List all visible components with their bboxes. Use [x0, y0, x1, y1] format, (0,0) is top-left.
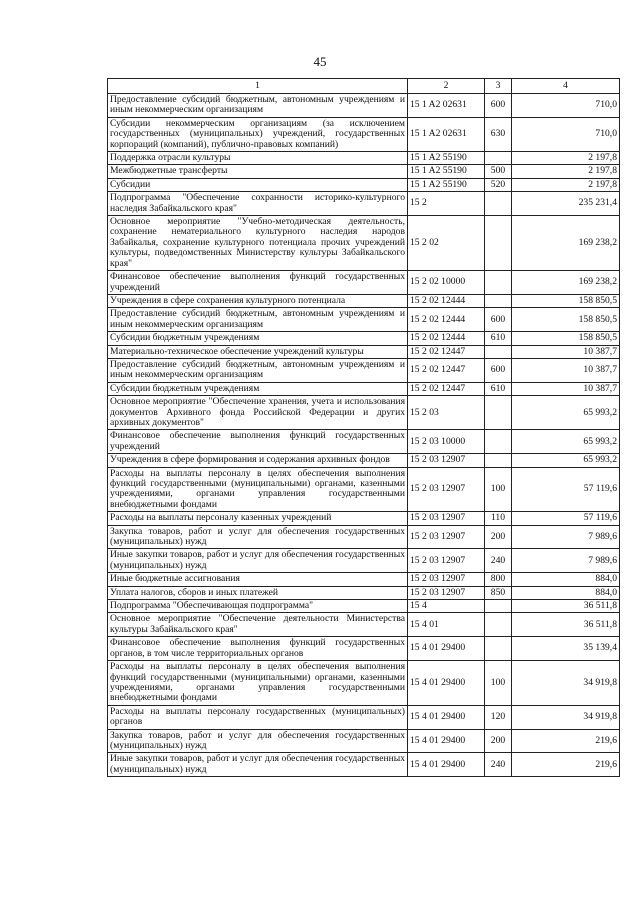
row-expense-type: 100: [485, 661, 512, 706]
table-row: [108, 525, 620, 549]
row-expense-type: [485, 454, 512, 467]
row-code: 15 2 03 10000: [408, 430, 485, 454]
row-name: Субсидии бюджетным учреждениям: [108, 382, 408, 395]
row-expense-type: 610: [485, 332, 512, 345]
row-name: Закупка товаров, работ и услуг для обеспечения государственных (муниципальных) нужд: [108, 729, 408, 753]
table-row: [108, 192, 620, 216]
table-row: [108, 165, 620, 178]
table-row: [108, 586, 620, 599]
table-row: [108, 396, 620, 430]
row-code: 15 1 A2 55190: [408, 178, 485, 191]
table-row: [108, 637, 620, 661]
row-amount: 57 119,6: [512, 467, 620, 512]
row-expense-type: [485, 600, 512, 613]
table-row: [108, 345, 620, 358]
row-name: Предоставление субсидий бюджетным, автономным учреждениям и иным некоммерческим организациям: [108, 358, 408, 382]
row-name: Предоставление субсидий бюджетным, автономным учреждениям и иным некоммерческим организациям: [108, 308, 408, 332]
row-expense-type: [485, 613, 512, 637]
row-expense-type: 100: [485, 467, 512, 512]
row-expense-type: 800: [485, 573, 512, 586]
row-code: 15 4 01 29400: [408, 729, 485, 753]
row-name: Основное мероприятие "Обеспечение хранения, учета и использования документов Архивного фонда Российской Федерации и других архивных документов": [108, 396, 408, 430]
row-code: 15 2: [408, 192, 485, 216]
row-expense-type: [485, 294, 512, 307]
row-name: Материально-техническое обеспечение учреждений культуры: [108, 345, 408, 358]
row-expense-type: 630: [485, 117, 512, 151]
table-row: [108, 216, 620, 271]
row-amount: 7 989,6: [512, 549, 620, 573]
row-amount: 219,6: [512, 753, 620, 777]
table-row: [108, 332, 620, 345]
row-expense-type: [485, 216, 512, 271]
header-row: [108, 79, 620, 94]
row-amount: 2 197,8: [512, 165, 620, 178]
row-code: 15 2 02 12444: [408, 294, 485, 307]
row-amount: 65 993,2: [512, 396, 620, 430]
table-row: [108, 753, 620, 777]
row-amount: 169 238,2: [512, 271, 620, 295]
row-name: Расходы на выплаты персоналу государственных (муниципальных) органов: [108, 705, 408, 729]
row-name: Учреждения в сфере формирования и содержания архивных фондов: [108, 454, 408, 467]
header-col-2: 2: [408, 79, 485, 94]
row-amount: 2 197,8: [512, 178, 620, 191]
row-code: 15 2 03 12907: [408, 549, 485, 573]
row-code: 15 2 02 12444: [408, 332, 485, 345]
row-name: Иные закупки товаров, работ и услуг для обеспечения государственных (муниципальных) нужд: [108, 549, 408, 573]
row-amount: 36 511,8: [512, 600, 620, 613]
row-code: 15 4 01 29400: [408, 637, 485, 661]
row-expense-type: 120: [485, 705, 512, 729]
table-row: [108, 454, 620, 467]
row-name: Закупка товаров, работ и услуг для обеспечения государственных (муниципальных) нужд: [108, 525, 408, 549]
table-row: [108, 178, 620, 191]
table-row: [108, 613, 620, 637]
row-name: Расходы на выплаты персоналу казенных учреждений: [108, 512, 408, 525]
table-row: [108, 117, 620, 151]
row-code: 15 2 03 12907: [408, 454, 485, 467]
row-name: Межбюджетные трансферты: [108, 165, 408, 178]
row-code: 15 2 03 12907: [408, 467, 485, 512]
table-row: [108, 661, 620, 706]
table-row: [108, 600, 620, 613]
row-name: Субсидии некоммерческим организациям (за исключением государственных (муниципальных) учреждений, государственных корпораций (компаний), публично-правовых компаний): [108, 117, 408, 151]
row-expense-type: 520: [485, 178, 512, 191]
row-amount: 884,0: [512, 586, 620, 599]
row-expense-type: 240: [485, 753, 512, 777]
row-expense-type: [485, 430, 512, 454]
row-code: 15 2 02: [408, 216, 485, 271]
row-amount: 169 238,2: [512, 216, 620, 271]
table-row: [108, 271, 620, 295]
row-amount: 10 387,7: [512, 358, 620, 382]
row-amount: 34 919,8: [512, 705, 620, 729]
row-code: 15 2 03 12907: [408, 525, 485, 549]
row-code: 15 4 01 29400: [408, 705, 485, 729]
row-code: 15 4 01 29400: [408, 661, 485, 706]
table-row: [108, 549, 620, 573]
table-row: [108, 294, 620, 307]
row-name: Расходы на выплаты персоналу в целях обеспечения выполнения функций государственными (муниципальными) органами, казенными учреждениями, органами управления государственными внебюджетными фондами: [108, 661, 408, 706]
row-name: Поддержка отрасли культуры: [108, 152, 408, 165]
header-col-3: 3: [485, 79, 512, 94]
row-name: Основное мероприятие "Обеспечение деятельности Министерства культуры Забайкальского края": [108, 613, 408, 637]
table-row: [108, 705, 620, 729]
row-amount: 158 850,5: [512, 332, 620, 345]
row-amount: 7 989,6: [512, 525, 620, 549]
table-row: [108, 382, 620, 395]
row-expense-type: 200: [485, 729, 512, 753]
row-name: Иные бюджетные ассигнования: [108, 573, 408, 586]
row-amount: 57 119,6: [512, 512, 620, 525]
row-amount: 65 993,2: [512, 430, 620, 454]
row-expense-type: 600: [485, 358, 512, 382]
row-expense-type: [485, 396, 512, 430]
header-col-1: 1: [108, 79, 408, 94]
table-body: [108, 94, 620, 777]
page-number: 45: [313, 54, 327, 69]
row-expense-type: 610: [485, 382, 512, 395]
row-amount: 65 993,2: [512, 454, 620, 467]
row-expense-type: 600: [485, 308, 512, 332]
row-code: 15 4 01 29400: [408, 753, 485, 777]
row-expense-type: 110: [485, 512, 512, 525]
row-code: 15 1 A2 02631: [408, 94, 485, 118]
row-expense-type: 500: [485, 165, 512, 178]
row-code: 15 2 03 12907: [408, 586, 485, 599]
row-name: Финансовое обеспечение выполнения функций государственных органов, в том числе территориальных органов: [108, 637, 408, 661]
row-code: 15 2 02 12444: [408, 308, 485, 332]
row-expense-type: 850: [485, 586, 512, 599]
row-name: Подпрограмма "Обеспечение сохранности историко-культурного наследия Забайкальского края": [108, 192, 408, 216]
row-code: 15 2 03 12907: [408, 512, 485, 525]
row-amount: 710,0: [512, 117, 620, 151]
row-code: 15 2 02 12447: [408, 382, 485, 395]
row-expense-type: 200: [485, 525, 512, 549]
row-code: 15 2 02 12447: [408, 358, 485, 382]
row-name: Субсидии бюджетным учреждениям: [108, 332, 408, 345]
row-code: 15 1 A2 55190: [408, 165, 485, 178]
row-amount: 10 387,7: [512, 345, 620, 358]
row-name: Подпрограмма "Обеспечивающая подпрограмма": [108, 600, 408, 613]
row-amount: 884,0: [512, 573, 620, 586]
table-row: [108, 94, 620, 118]
row-name: Уплата налогов, сборов и иных платежей: [108, 586, 408, 599]
row-expense-type: [485, 192, 512, 216]
table-row: [108, 358, 620, 382]
row-amount: 710,0: [512, 94, 620, 118]
row-amount: 2 197,8: [512, 152, 620, 165]
row-code: 15 4 01: [408, 613, 485, 637]
row-code: 15 2 02 12447: [408, 345, 485, 358]
table-row: [108, 729, 620, 753]
row-name: Предоставление субсидий бюджетным, автономным учреждениям и иным некоммерческим организациям: [108, 94, 408, 118]
table-row: [108, 512, 620, 525]
row-code: 15 2 03 12907: [408, 573, 485, 586]
row-code: 15 1 A2 02631: [408, 117, 485, 151]
budget-table: [107, 78, 620, 777]
row-expense-type: [485, 152, 512, 165]
row-name: Финансовое обеспечение выполнения функций государственных учреждений: [108, 271, 408, 295]
table-row: [108, 573, 620, 586]
row-name: Расходы на выплаты персоналу в целях обеспечения выполнения функций государственными (муниципальными) органами, казенными учреждениями, органами управления государственными внебюджетными фондами: [108, 467, 408, 512]
row-expense-type: 600: [485, 94, 512, 118]
row-code: 15 4: [408, 600, 485, 613]
row-code: 15 2 02 10000: [408, 271, 485, 295]
row-code: 15 2 03: [408, 396, 485, 430]
table-row: [108, 467, 620, 512]
row-amount: 158 850,5: [512, 294, 620, 307]
row-code: 15 1 A2 55190: [408, 152, 485, 165]
row-expense-type: [485, 345, 512, 358]
row-name: Основное мероприятие "Учебно-методическая деятельность, сохранение нематериального культурного наследия народов Забайкалья, сохранение культурного потенциала прочих учреждений культуры, подведомственных Министерству культуры Забайкальского края": [108, 216, 408, 271]
row-amount: 158 850,5: [512, 308, 620, 332]
table-row: [108, 152, 620, 165]
row-amount: 34 919,8: [512, 661, 620, 706]
row-name: Иные закупки товаров, работ и услуг для обеспечения государственных (муниципальных) нужд: [108, 753, 408, 777]
row-name: Субсидии: [108, 178, 408, 191]
row-expense-type: [485, 637, 512, 661]
row-amount: 10 387,7: [512, 382, 620, 395]
row-amount: 36 511,8: [512, 613, 620, 637]
header-col-4: 4: [512, 79, 620, 94]
row-amount: 235 231,4: [512, 192, 620, 216]
table-row: [108, 308, 620, 332]
row-name: Финансовое обеспечение выполнения функций государственных учреждений: [108, 430, 408, 454]
row-expense-type: 240: [485, 549, 512, 573]
row-expense-type: [485, 271, 512, 295]
row-name: Учреждения в сфере сохранения культурного потенциала: [108, 294, 408, 307]
row-amount: 219,6: [512, 729, 620, 753]
row-amount: 35 139,4: [512, 637, 620, 661]
table-row: [108, 430, 620, 454]
